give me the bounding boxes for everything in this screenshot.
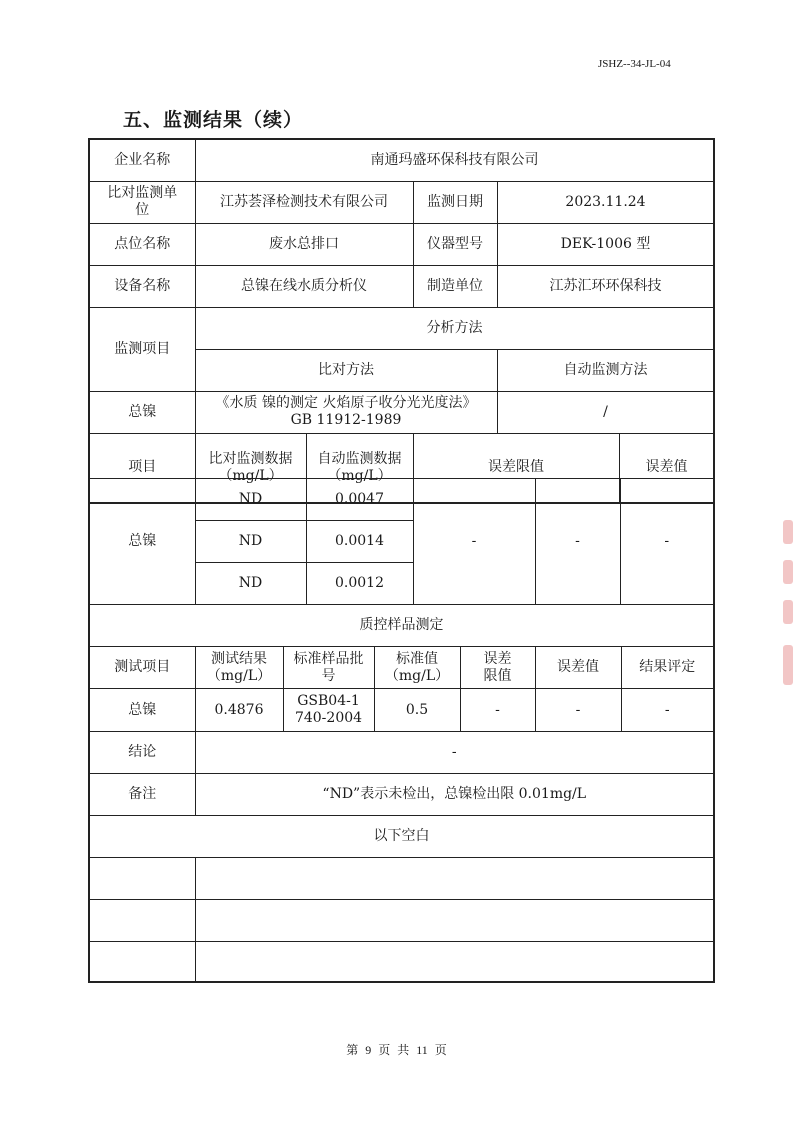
error-value: - bbox=[535, 479, 620, 605]
table-row bbox=[89, 942, 714, 982]
monitoring-item-label: 监测项目 bbox=[89, 307, 195, 391]
compare-value-1: ND bbox=[195, 479, 306, 521]
qc-result-value: 0.4876 bbox=[195, 689, 283, 732]
header-item: 项目 bbox=[89, 433, 195, 503]
qc-header-result: 测试结果（mg/L） bbox=[195, 647, 283, 689]
header-compare-data: 比对监测数据（mg/L） bbox=[195, 433, 306, 503]
compare-unit-label: 比对监测单位 bbox=[89, 181, 195, 223]
model-label: 仪器型号 bbox=[413, 223, 497, 265]
empty-cell bbox=[89, 942, 195, 982]
qc-title: 质控样品测定 bbox=[89, 605, 714, 647]
auto-method-label: 自动监测方法 bbox=[497, 349, 714, 391]
auto-method-value: / bbox=[497, 391, 714, 433]
red-stamp-edge bbox=[779, 520, 793, 700]
enterprise-value: 南通玛盛环保科技有限公司 bbox=[195, 139, 714, 181]
footer-page-prefix: 第 bbox=[346, 1043, 359, 1057]
compare-value-3: ND bbox=[195, 563, 306, 605]
remark-value: “ND”表示未检出，总镍检出限 0.01mg/L bbox=[195, 774, 714, 816]
date-value: 2023.11.24 bbox=[497, 181, 714, 223]
qc-limit-value: - bbox=[460, 689, 535, 732]
monitoring-results-table bbox=[88, 138, 715, 504]
empty-cell bbox=[195, 858, 714, 900]
footer-page-suffix: 页 bbox=[378, 1043, 391, 1057]
table-row bbox=[89, 479, 714, 521]
model-value: DEK-1006 型 bbox=[497, 223, 714, 265]
qc-evaluation-value: - bbox=[621, 689, 714, 732]
device-value: 总镍在线水质分析仪 bbox=[195, 265, 413, 307]
compliance-value: - bbox=[620, 479, 714, 605]
qc-header-item: 测试项目 bbox=[89, 647, 195, 689]
qc-item-value: 总镍 bbox=[89, 689, 195, 732]
footer-total-prefix: 共 bbox=[397, 1043, 410, 1057]
qc-header-evaluation: 结果评定 bbox=[621, 647, 714, 689]
section-title: 五、监测结果（续） bbox=[123, 109, 304, 131]
qc-header-error: 误差值 bbox=[535, 647, 621, 689]
qc-header-limit: 误差限值 bbox=[460, 647, 535, 689]
qc-batch-value: GSB04-1740-2004 bbox=[283, 689, 374, 732]
enterprise-label: 企业名称 bbox=[89, 139, 195, 181]
table-row bbox=[89, 858, 714, 900]
compare-unit-value: 江苏荟泽检测技术有限公司 bbox=[195, 181, 413, 223]
results-data-table bbox=[88, 478, 715, 647]
empty-cell bbox=[89, 900, 195, 942]
analysis-method-label: 分析方法 bbox=[195, 307, 714, 349]
date-label: 监测日期 bbox=[413, 181, 497, 223]
compare-value-2: ND bbox=[195, 521, 306, 563]
method-item-value: 总镍 bbox=[89, 391, 195, 433]
maker-label: 制造单位 bbox=[413, 265, 497, 307]
qc-header-batch: 标准样品批号 bbox=[283, 647, 374, 689]
document-code: JSHZ--34-JL-04 bbox=[598, 58, 671, 70]
auto-value-2: 0.0014 bbox=[306, 521, 413, 563]
table-row bbox=[89, 900, 714, 942]
header-error-value: 误差值 bbox=[619, 433, 714, 503]
table-row bbox=[89, 689, 714, 732]
result-item-value: 总镍 bbox=[89, 479, 195, 605]
point-label: 点位名称 bbox=[89, 223, 195, 265]
page-footer bbox=[0, 1041, 793, 1058]
qc-table bbox=[88, 646, 715, 732]
auto-value-1: 0.0047 bbox=[306, 479, 413, 521]
auto-value-3: 0.0012 bbox=[306, 563, 413, 605]
error-limit-value: - bbox=[413, 479, 535, 605]
qc-standard-value: 0.5 bbox=[374, 689, 460, 732]
maker-value: 江苏汇环环保科技 bbox=[497, 265, 714, 307]
header-auto-data: 自动监测数据（mg/L） bbox=[306, 433, 413, 503]
compare-method-label: 比对方法 bbox=[195, 349, 497, 391]
qc-header-standard: 标准值（mg/L） bbox=[374, 647, 460, 689]
device-label: 设备名称 bbox=[89, 265, 195, 307]
footer-total-suffix: 页 bbox=[434, 1043, 447, 1057]
blank-note: 以下空白 bbox=[89, 816, 714, 858]
footer-total-number: 11 bbox=[416, 1043, 428, 1057]
empty-cell bbox=[195, 942, 714, 982]
compare-method-value: 《水质 镍的测定 火焰原子收分光光度法》GB 11912-1989 bbox=[195, 391, 497, 433]
conclusion-table bbox=[88, 731, 715, 983]
empty-cell bbox=[195, 900, 714, 942]
empty-cell bbox=[89, 858, 195, 900]
header-error-limit: 误差限值 bbox=[413, 433, 619, 503]
qc-error-value: - bbox=[535, 689, 621, 732]
conclusion-label: 结论 bbox=[89, 732, 195, 774]
remark-label: 备注 bbox=[89, 774, 195, 816]
point-value: 废水总排口 bbox=[195, 223, 413, 265]
footer-page-number: 9 bbox=[365, 1043, 372, 1057]
conclusion-value: - bbox=[195, 732, 714, 774]
